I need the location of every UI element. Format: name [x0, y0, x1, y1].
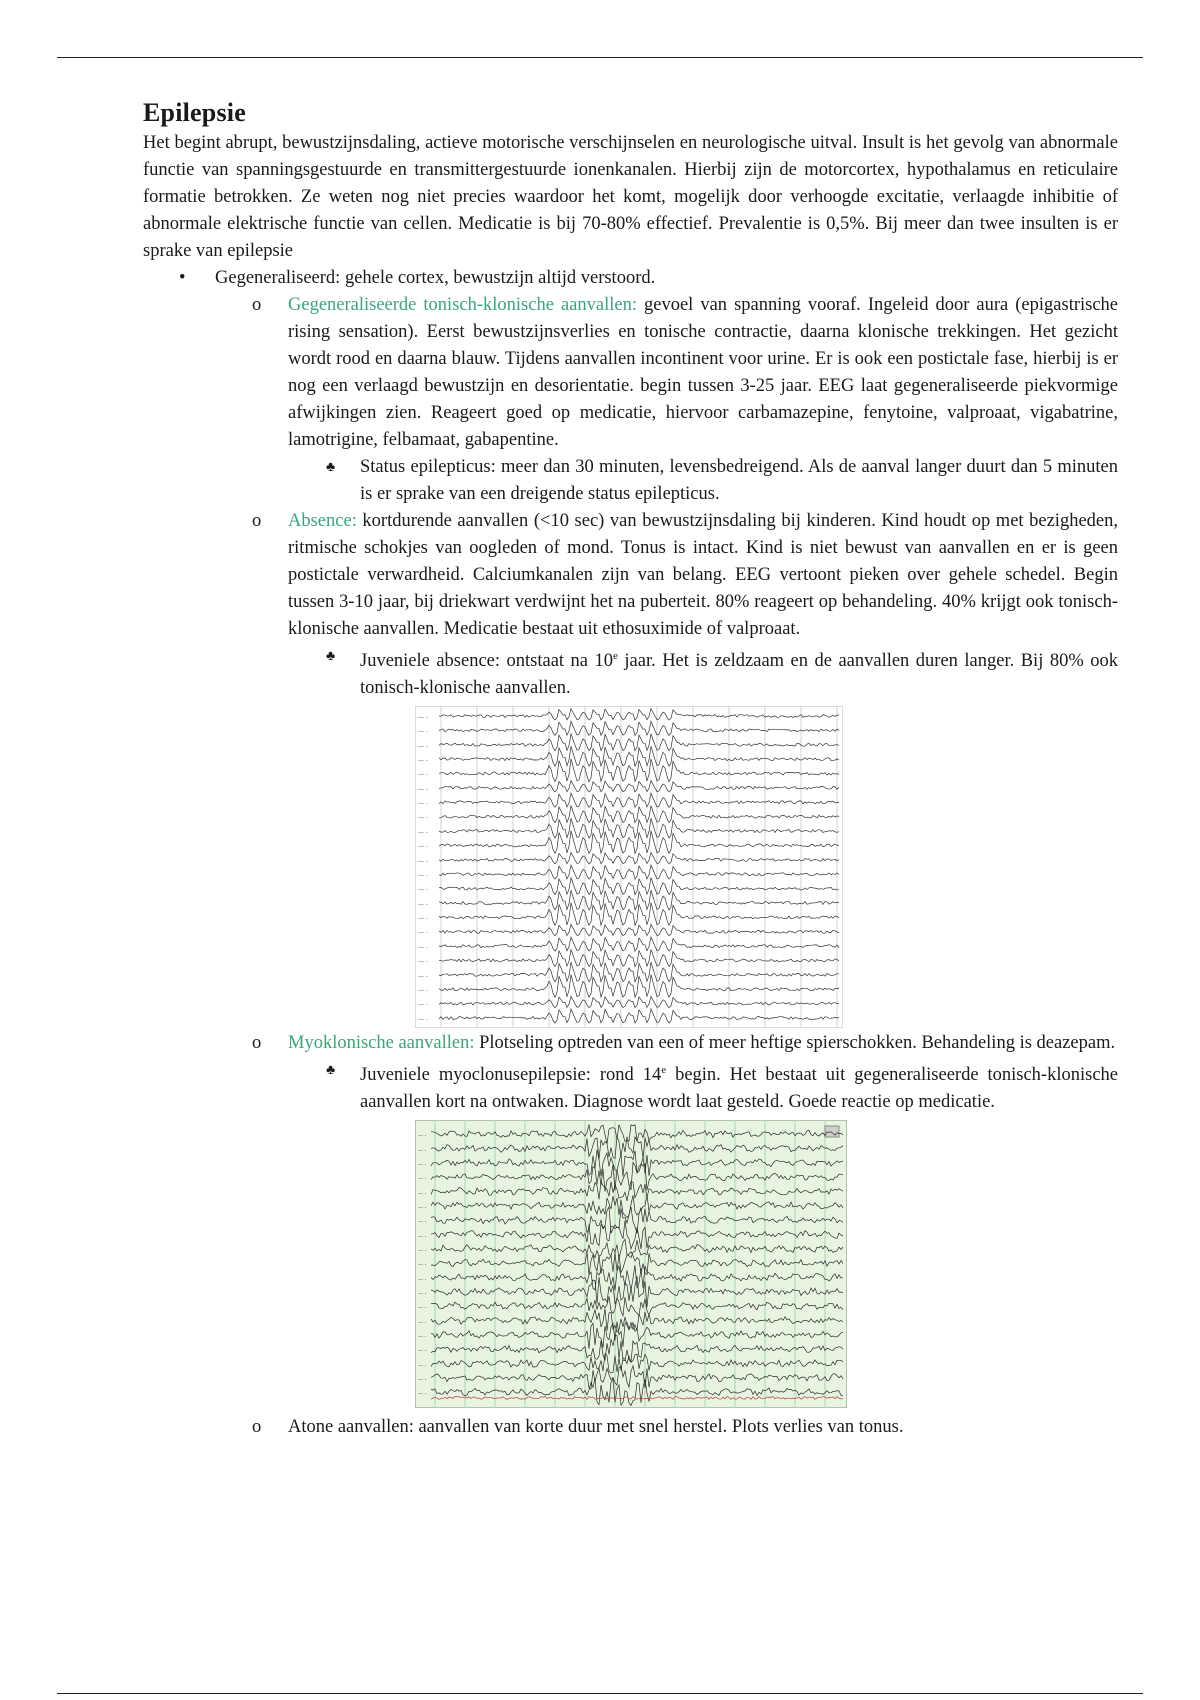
generalized-text: Gegeneraliseerd: gehele cortex, bewustzijn altijd verstoord. — [215, 268, 656, 288]
atonic-text: Atone aanvallen: aanvallen van korte duur met snel herstel. Plots verlies van tonus. — [288, 1417, 904, 1438]
svg-text:— -: — - — [418, 714, 429, 722]
svg-text:— -: — - — [418, 1262, 427, 1269]
footer-rule — [57, 1693, 1143, 1694]
svg-text:— -: — - — [418, 958, 429, 966]
list-item-atonic — [252, 1414, 1118, 1441]
svg-text:— -: — - — [418, 944, 429, 952]
svg-text:— -: — - — [418, 1276, 427, 1283]
list-item-juvenile-myoclonus — [326, 1057, 1118, 1116]
svg-text:— -: — - — [418, 1305, 427, 1312]
svg-text:— -: — - — [418, 857, 429, 865]
juvenile-absence-text-b: jaar. Het is zeldzaam en de aanvallen duren langer. Bij 80% ook tonisch-klonische aanvallen. — [360, 651, 1118, 699]
svg-text:— -: — - — [418, 1333, 427, 1340]
svg-text:— -: — - — [418, 1161, 427, 1168]
list-item-myoclonic — [252, 1030, 1118, 1057]
svg-text:— -: — - — [418, 1219, 427, 1226]
club-marker: ♣ — [326, 1063, 336, 1079]
svg-text:— -: — - — [418, 728, 429, 736]
svg-text:— -: — - — [418, 1362, 427, 1369]
svg-text:— -: — - — [418, 800, 429, 808]
list-item-status-epilepticus — [326, 454, 1118, 508]
svg-text:— -: — - — [418, 1247, 427, 1254]
sub-marker: o — [252, 1033, 262, 1054]
svg-text:— -: — - — [418, 1176, 427, 1183]
svg-text:— -: — - — [418, 786, 429, 794]
svg-text:— -: — - — [418, 1376, 427, 1383]
list-item-generalized — [179, 265, 1118, 292]
eeg-trace-image — [415, 706, 843, 1028]
svg-text:— -: — - — [418, 771, 429, 779]
svg-text:— -: — - — [418, 1319, 427, 1326]
juvenile-myoclonus-text-a: Juveniele myoclonusepilepsie: rond 14 — [360, 1065, 662, 1086]
status-epilepticus-text: Status epilepticus: meer dan 30 minuten, levensbedreigend. Als de aanval langer duurt dan 5 minuten is er sprake van een dreigende status epilepticus. — [360, 457, 1118, 504]
superscript-e: e — [613, 650, 618, 662]
svg-text:— -: — - — [418, 1391, 427, 1398]
svg-text:— -: — - — [418, 1348, 427, 1355]
header-rule — [57, 57, 1143, 58]
term-tonic-clonic: Gegeneraliseerde tonisch-klonische aanvallen: — [288, 295, 637, 315]
svg-text:— -: — - — [418, 1001, 429, 1009]
superscript-e: e — [661, 1064, 667, 1077]
svg-text:— -: — - — [418, 886, 429, 894]
svg-text:— -: — - — [418, 915, 429, 923]
juvenile-absence-text-a: Juveniele absence: ontstaat na 10 — [360, 651, 613, 672]
svg-text:— -: — - — [418, 872, 429, 880]
list-item-juvenile-absence — [326, 643, 1118, 702]
svg-text:— -: — - — [418, 1233, 427, 1240]
list-item-absence — [252, 508, 1118, 643]
svg-text:— -: — - — [418, 742, 429, 750]
sub-marker: o — [252, 1417, 262, 1438]
list-item-tonic-clonic — [252, 292, 1119, 454]
term-myoclonic: Myoklonische aanvallen: — [288, 1033, 475, 1054]
sub-marker: o — [252, 511, 262, 531]
term-absence: Absence: — [288, 511, 357, 531]
bullet-marker: • — [179, 268, 186, 288]
intro-paragraph: Het begint abrupt, bewustzijnsdaling, actieve motorische verschijnselen en neurologische uitval. Insult is het gevolg van abnormale functie van spanningsgestuurde en transmittergestuurde ionenkanalen. Hierbij zijn de motorcortex, hypothalamus en reticulaire formatie betrokken. Ze weten nog niet precies waardoor het komt, mogelijk door verhoogde excitatie, verlaagde inhibitie of abnormale elektrische functie van cellen. Medicatie is bij 70-80% effectief. Prevalentie is 0,5%. Bij meer dan twee insulten is er sprake van epilepsie — [143, 133, 1118, 261]
svg-text:— -: — - — [418, 973, 429, 981]
tonic-clonic-text: gevoel van spanning vooraf. Ingeleid door aura (epigastrische rising sensation). Eerst bewustzijnsverlies en tonische contractie, daarna klonische trekkingen. Het gezicht wordt rood en daarna blauw. Tijdens aanvallen incontinent voor urine. Er is ook een postictale fase, hierbij is er nog een verlaagd bewustzijn en desorientatie. begin tussen 3-25 jaar. EEG laat gegeneraliseerde piekvormige afwijkingen zien. Reageert goed op medicatie, hiervoor carbamazepine, fenytoine, valproaat, vigabatrine, lamotrigine, felbamaat, gabapentine. — [288, 295, 1119, 450]
svg-text:— -: — - — [418, 987, 429, 995]
svg-text:— -: — - — [418, 929, 429, 937]
club-marker: ♣ — [326, 649, 336, 664]
eeg-figure-myoclonic — [415, 1120, 847, 1408]
eeg-trace-image — [415, 1120, 847, 1408]
svg-text:— -: — - — [418, 843, 429, 851]
myoclonic-text: Plotseling optreden van een of meer heftige spierschokken. Behandeling is deazepam. — [474, 1033, 1116, 1054]
sub-marker: o — [252, 295, 262, 315]
svg-text:— -: — - — [418, 1290, 427, 1297]
eeg-figure-absence — [415, 706, 843, 1028]
svg-text:— -: — - — [418, 1147, 427, 1154]
svg-text:— -: — - — [418, 814, 429, 822]
svg-text:— -: — - — [418, 1204, 427, 1211]
page-title: Epilepsie — [143, 98, 246, 127]
club-marker: ♣ — [326, 460, 336, 475]
absence-text: kortdurende aanvallen (<10 sec) van bewustzijnsdaling bij kinderen. Kind houdt op met bezigheden, ritmische schokjes van oogleden of mond. Tonus is intact. Kind is niet bewust van aanvallen en er is geen postictale verwardheid. Calciumkanalen zijn van belang. EEG vertoont pieken over gehele schedel. Begin tussen 3-10 jaar, bij driekwart verdwijnt het na puberteit. 80% reageert op behandeling. 40% krijgt ook tonisch-klonische aanvallen. Medicatie bestaat uit ethosuximide of valproaat. — [288, 511, 1118, 639]
svg-text:— -: — - — [418, 1016, 429, 1024]
svg-text:— -: — - — [418, 901, 429, 909]
svg-text:— -: — - — [418, 1133, 427, 1140]
svg-text:— -: — - — [418, 829, 429, 837]
svg-text:— -: — - — [418, 1190, 427, 1197]
juvenile-myoclonus-text-b: begin. Het bestaat uit gegeneraliseerde tonisch-klonische aanvallen kort na ontwaken. Diagnose wordt laat gesteld. Goede reactie op medicatie. — [360, 1065, 1118, 1113]
svg-text:— -: — - — [418, 757, 429, 765]
document-body — [143, 98, 1118, 1441]
